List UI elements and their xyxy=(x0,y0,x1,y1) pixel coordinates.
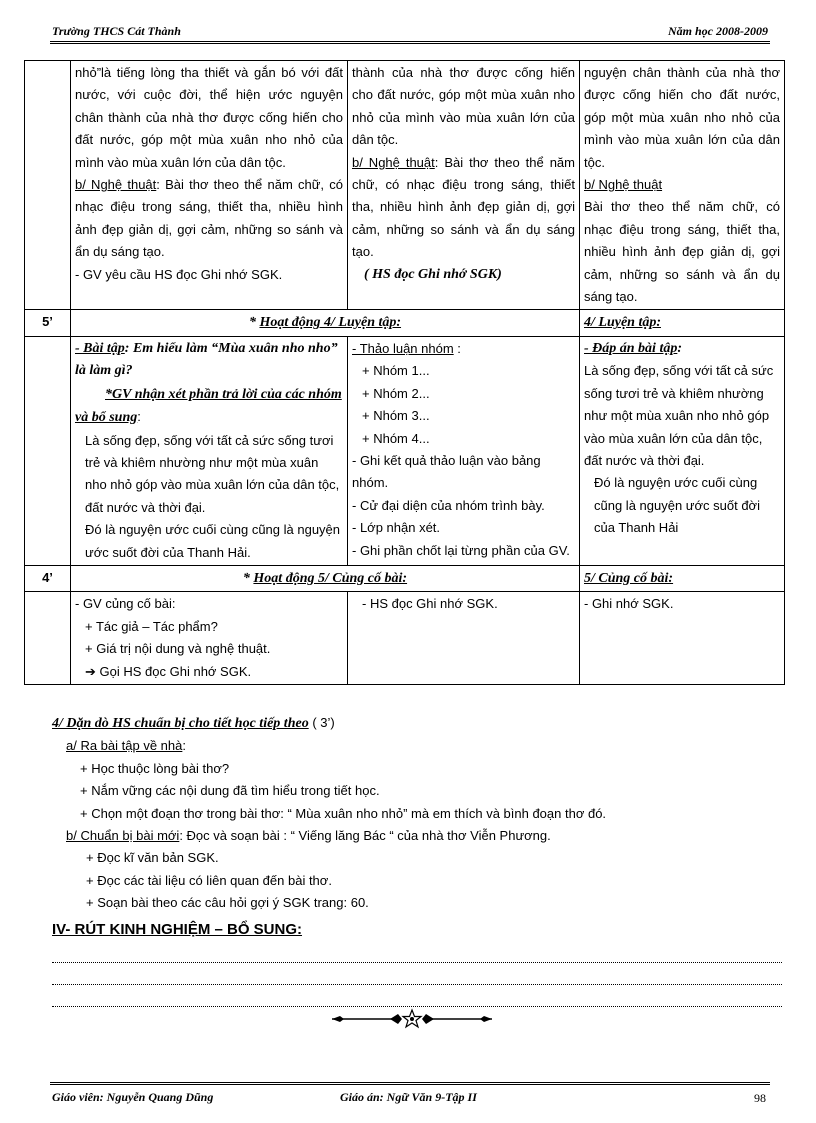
header-year: Năm học 2008-2009 xyxy=(668,24,768,38)
student-art-label: b/ Nghệ thuật xyxy=(352,154,435,170)
list-item: - Ghi phần chốt lại từng phần của GV. xyxy=(352,542,570,558)
section-title: IV- RÚT KINH NGHIỆM – BỔ SUNG: xyxy=(52,920,303,938)
time-label: 4’ xyxy=(25,565,71,591)
gv-answer-1: Là sống đẹp, sống với tất cả sức sống tươi trẻ và khiêm nhường như một mùa xuân nho nhỏ góp vào mùa xuân lớn của dân tộc, đất nước và thời đại. xyxy=(85,432,340,515)
student-activity-cell xyxy=(348,61,580,310)
lesson-table xyxy=(24,60,785,685)
list-item: - Lớp nhận xét. xyxy=(352,520,441,536)
activity-title: * Hoạt động 5/ Củng cố bài: xyxy=(71,565,580,591)
table-row xyxy=(25,565,785,591)
exercise-question: : Em hiểu làm “Mùa xuân nho nho” là làm gì? xyxy=(75,340,338,379)
time-cell xyxy=(25,61,71,310)
content-cell: - Đáp án bài tập: Là sống đẹp, sống với tất cả sức sống tươi trẻ và khiêm nhường như một mùa xuân nho nhỏ góp vào mùa xuân lớn của dân tộc, đất nước và thời đại. Đó là nguyện ước cuối cùng cũng là nguyện ước suốt đời của Thanh Hải xyxy=(580,336,785,565)
content-art-label: b/ Nghệ thuật xyxy=(584,177,663,193)
list-item: + Nắm vững các nội dung đã tìm hiểu trong tiết học. xyxy=(80,783,380,799)
homework-a-label: a/ Ra bài tập về nhà xyxy=(66,738,183,754)
dotted-line xyxy=(52,941,782,963)
list-item: + Nhóm 4... xyxy=(362,430,430,446)
student-note: ( HS đọc Ghi nhớ SGK) xyxy=(364,266,502,282)
list-item: + Học thuộc lòng bài thơ? xyxy=(80,760,230,776)
art-label: b/ Nghệ thuật xyxy=(75,177,157,193)
list-item: + Giá trị nội dung và nghệ thuật. xyxy=(85,641,271,657)
content-cell xyxy=(580,592,785,685)
teacher-text: nhỏ”là tiếng lòng tha thiết và gắn bó với đất nước, với cuộc đời, thể hiện ước nguyện chân thành của nhà thơ được cống hiến cho đất nước, góp một mùa xuân nho nhỏ của mình vào mùa xuân lớn của dân tộc. xyxy=(75,65,343,170)
dotted-line xyxy=(52,963,782,985)
footer-teacher: Giáo viên: Nguyễn Quang Dũng xyxy=(52,1090,214,1104)
activity-title: * Hoạt động 4/ Luyện tập: xyxy=(71,310,580,336)
answer-text-2: Đó là nguyện ước cuối cùng cũng là nguyện ước suốt đời của Thanh Hải xyxy=(594,475,760,536)
student-activity-cell xyxy=(348,592,580,685)
table-row xyxy=(25,310,785,336)
list-item: + Đọc kĩ văn bản SGK. xyxy=(86,850,219,866)
gv-feedback-label: *GV nhận xét phần trả lời của các nhóm và bổ sung xyxy=(75,386,342,426)
dotted-line xyxy=(52,985,782,1007)
content-cell xyxy=(580,61,785,310)
page-number: 98 xyxy=(754,1091,766,1105)
footer-plan: Giáo án: Ngữ Văn 9-Tập II xyxy=(340,1090,477,1104)
list-item: + Soạn bài theo các câu hỏi gợi ý SGK trang: 60. xyxy=(86,895,369,911)
list-item: + Nhóm 3... xyxy=(362,408,430,424)
homework-title: 4/ Dặn dò HS chuẩn bị cho tiết học tiếp theo xyxy=(52,716,309,731)
homework-section: 4/ Dặn dò HS chuẩn bị cho tiết học tiếp theo ( 3’) a/ Ra bài tập về nhà: + Học thuộc lòng bài thơ? + Nắm vững các nội dung đã tìm hiểu trong tiết học. + Chọn một đoạn thơ trong bài thơ: “ Mùa xuân nho nhỏ” mà em thích và bình đoạn thơ đó. b/ Chuẩn bị bài mới: Đọc và soạn bài : “ Viếng lăng Bác “ của nhà thơ Viễn Phương. + Đọc kĩ văn bản SGK. + Đọc các tài liệu có liên quan đến bài thơ. + Soạn bài theo các câu hỏi gợi ý SGK trang: 60. IV- RÚT KINH NGHIỆM – BỔ SUNG: xyxy=(52,712,782,1007)
list-item: + Đọc các tài liệu có liên quan đến bài thơ. xyxy=(86,872,332,888)
content-text: nguyện chân thành của nhà thơ được cống hiến cho đất nước, góp một mùa xuân nho nhỏ của mình vào mùa xuân lớn của dân tộc. xyxy=(584,65,780,170)
table-row xyxy=(25,592,785,685)
gv-answer-2: Đó là nguyện ước cuối cùng cũng là nguyện ước suốt đời của Thanh Hải. xyxy=(85,522,341,560)
content-title: 5/ Củng cố bài: xyxy=(580,565,785,591)
list-item: - Ghi nhớ SGK. xyxy=(584,596,674,612)
exercise-label: - Bài tập xyxy=(75,340,125,356)
art-text: : Bài thơ theo thể năm chữ, có nhạc điệu trong sáng, thiết tha, nhiều hình ảnh đẹp giản dị, gợi cảm, những so sánh và ẩn dụ sáng tạo. xyxy=(75,177,343,260)
list-item: + Tác giả – Tác phẩm? xyxy=(85,618,218,634)
teacher-activity-cell xyxy=(71,592,348,685)
table-row xyxy=(25,336,785,565)
table-row xyxy=(25,61,785,310)
student-text: thành của nhà thơ được cống hiến cho đất nước, góp một mùa xuân nho nhỏ của mình vào mùa xuân lớn của dân tộc. xyxy=(352,65,575,148)
content-art-text: Bài thơ theo thể năm chữ, có nhạc điệu trong sáng, thiết tha, nhiều hình ảnh đẹp giản dị, gợi cảm, những so sánh và ẩn dụ sáng tạo. xyxy=(584,199,780,305)
student-art-text: : Bài thơ theo thể năm chữ, có nhạc điệu trong sáng, thiết tha, nhiều hình ảnh đẹp giản dị, gợi cảm, những so sánh và ẩn dụ sáng tạo. xyxy=(352,154,575,260)
time-cell xyxy=(25,592,71,685)
answer-label: - Đáp án bài tập xyxy=(584,340,678,356)
header-divider xyxy=(50,41,770,44)
content-title: 4/ Luyện tập: xyxy=(580,310,785,336)
header-school: Trường THCS Cát Thành xyxy=(52,24,181,38)
homework-time: ( 3’) xyxy=(308,715,335,730)
teacher-activity-cell: - Bài tập: Em hiểu làm “Mùa xuân nho nho” là làm gì? *GV nhận xét phần trả lời của các nhóm và bổ sung : Là sống đẹp, sống với tất cả sức sống tươi trẻ và khiêm nhường như một mùa xuân nho nhỏ góp vào mùa xuân lớn của dân tộc, đất nước và thời đại. Đó là nguyện ước cuối cùng cũng là nguyện ước suốt đời của Thanh Hải. xyxy=(71,336,348,565)
list-item: - HS đọc Ghi nhớ SGK. xyxy=(362,596,498,612)
list-item: - Cử đại diện của nhóm trình bày. xyxy=(352,497,545,513)
list-item: Gọi HS đọc Ghi nhớ SGK. xyxy=(99,663,252,679)
list-item: + Chọn một đoạn thơ trong bài thơ: “ Mùa xuân nho nhỏ” mà em thích và bình đoạn thơ đó. xyxy=(80,805,607,821)
time-label: 5’ xyxy=(25,310,71,336)
homework-b-label: b/ Chuẩn bị bài mới xyxy=(66,828,180,844)
discuss-label: - Thảo luận nhóm xyxy=(352,340,454,356)
homework-b-text: : Đọc và soạn bài : “ Viếng lăng Bác “ của nhà thơ Viễn Phương. xyxy=(179,828,551,844)
list-item: + Nhóm 2... xyxy=(362,385,430,401)
ornament-divider-icon xyxy=(330,1008,494,1030)
footer-divider xyxy=(50,1082,770,1085)
list-item: - Ghi kết quả thảo luận vào bảng nhóm. xyxy=(352,452,541,491)
time-cell xyxy=(25,336,71,565)
list-item: - GV củng cố bài: xyxy=(75,596,176,612)
teacher-instruction: - GV yêu cầu HS đọc Ghi nhớ SGK. xyxy=(75,266,283,282)
teacher-activity-cell xyxy=(71,61,348,310)
list-item: + Nhóm 1... xyxy=(362,363,430,379)
arrow-right-icon: ➔ xyxy=(85,663,96,679)
student-activity-cell: - Thảo luận nhóm : + Nhóm 1... + Nhóm 2... + Nhóm 3... + Nhóm 4... - Ghi kết quả thảo luận vào bảng nhóm. - Cử đại diện của nhóm trình bày. - Lớp nhận xét. - Ghi phần chốt lại từng phần của GV. xyxy=(348,336,580,565)
answer-text-1: Là sống đẹp, sống với tất cả sức sống tươi trẻ và khiêm nhường như một mùa xuân nho nhỏ góp vào mùa xuân lớn của dân tộc, đất nước và thời đại. xyxy=(584,363,774,468)
